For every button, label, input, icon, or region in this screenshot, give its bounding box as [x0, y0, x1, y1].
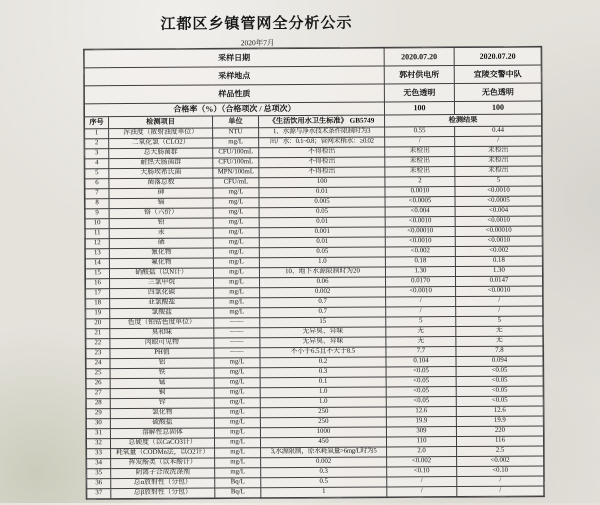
cell-result-1: <0.002	[387, 457, 457, 467]
cell-no: 32	[86, 439, 110, 449]
cell-result-1: 无	[386, 327, 456, 337]
cell-item: 锌	[110, 398, 214, 409]
info-label: 合格率（%）（合格项次 / 总项次）	[84, 102, 384, 117]
cell-result-1: /	[385, 137, 455, 147]
info-value: 无色透明	[454, 83, 541, 102]
cell-result-2: <0.004	[455, 206, 542, 217]
cell-unit: mg/L	[214, 438, 260, 448]
cell-item: 硫酸盐	[110, 418, 214, 429]
cell-item: 二氧化氯（CLO2）	[109, 138, 213, 149]
cell-result-2: 未检出	[455, 166, 542, 177]
cell-no: 5	[85, 169, 109, 179]
cell-item: 总大肠菌群	[109, 148, 213, 159]
cell-item: 亚氯酸盐	[110, 298, 214, 309]
cell-no: 36	[87, 479, 111, 489]
cell-standard: 无异臭、异味	[260, 337, 386, 348]
cell-standard: 0.01	[259, 217, 385, 228]
cell-item: 浑浊度（散射浊度单位）	[109, 128, 213, 139]
cell-item: 砷	[109, 188, 213, 199]
cell-no: 12	[85, 239, 109, 249]
info-value: 无色透明	[384, 84, 454, 102]
cell-standard: 0.05	[259, 207, 385, 218]
cell-unit: mg/L	[214, 298, 260, 308]
cell-unit: mg/L	[213, 138, 259, 148]
cell-unit: mg/L	[215, 458, 261, 468]
cell-unit: mg/L	[213, 238, 259, 248]
cell-unit: ——	[214, 318, 260, 328]
cell-standard: 0.005	[259, 197, 385, 208]
info-label: 样品性质	[84, 84, 384, 104]
cell-item: 耗氧量（CODMn法，以O2计）	[111, 448, 215, 459]
cell-result-2: /	[457, 486, 544, 497]
cell-no: 3	[85, 149, 109, 159]
cell-item: 硒	[109, 238, 213, 249]
cell-result-1: /	[387, 477, 457, 487]
cell-standard: 1.0	[260, 387, 386, 398]
cell-result-1: <0.05	[386, 387, 456, 397]
cell-result-2: <0.10	[457, 466, 544, 477]
cell-standard: 0.06	[260, 277, 386, 288]
table-row	[87, 486, 544, 499]
cell-no: 4	[85, 159, 109, 169]
cell-unit: mg/L	[213, 188, 259, 198]
cell-no: 27	[86, 389, 110, 399]
cell-item: 铬（六价）	[109, 208, 213, 219]
cell-result-2: <0.05	[456, 366, 543, 377]
cell-standard: 不得检出	[259, 147, 385, 158]
cell-standard: 0.7	[260, 307, 386, 318]
cell-item: 铅	[109, 218, 213, 229]
cell-result-1: /	[387, 487, 457, 497]
col-header-result: 检测结果	[385, 114, 542, 127]
cell-result-1: /	[386, 297, 456, 307]
cell-result-2: 0.0147	[456, 276, 543, 287]
cell-standard: 0.002	[261, 457, 387, 468]
cell-result-1: 未检出	[385, 157, 455, 167]
table-header-section	[84, 47, 541, 129]
cell-standard: 无异臭、异味	[260, 327, 386, 338]
cell-result-2: /	[456, 306, 543, 317]
cell-item: PH值	[110, 348, 214, 359]
cell-result-2: /	[457, 476, 544, 487]
cell-result-2: 5	[455, 176, 542, 187]
info-label: 采样地点	[84, 66, 384, 86]
cell-result-2: <0.05	[456, 386, 543, 397]
cell-result-2: <0.002	[455, 246, 542, 257]
cell-result-1: <0.0010	[386, 287, 456, 297]
cell-item: 色度（铂钴色度单位）	[110, 318, 214, 329]
cell-standard: 0.01	[259, 187, 385, 198]
cell-result-1: <0.0010	[385, 237, 455, 247]
cell-no: 13	[85, 249, 109, 259]
cell-result-1: 2.0	[387, 447, 457, 457]
cell-item: 铁	[110, 368, 214, 379]
cell-result-1: 110	[386, 437, 456, 447]
cell-result-2: 5	[456, 316, 543, 327]
cell-no: 25	[86, 369, 110, 379]
cell-no: 28	[86, 399, 110, 409]
cell-result-1: 7.7	[386, 347, 456, 357]
table-body	[85, 126, 544, 499]
info-label: 采样日期	[84, 48, 384, 68]
cell-result-1: <0.00010	[385, 227, 455, 237]
cell-unit: mg/L	[213, 258, 259, 268]
cell-item: 总β放射性（分包）	[111, 488, 215, 499]
cell-standard: 250	[260, 407, 386, 418]
cell-result-1: 0.55	[385, 127, 455, 137]
cell-standard: 1000	[260, 427, 386, 438]
cell-unit: mg/L	[213, 218, 259, 228]
page-subtitle: 2020年7月	[240, 38, 275, 48]
cell-item: 总硬度（以CaCO3计）	[110, 438, 214, 449]
cell-result-2: <0.0010	[455, 216, 542, 227]
cell-unit: Bq/L	[215, 488, 261, 498]
info-value: 2020.07.20	[384, 48, 454, 66]
cell-unit: mg/L	[213, 248, 259, 258]
cell-result-2: <0.0010	[455, 236, 542, 247]
cell-result-1: <0.05	[386, 397, 456, 407]
cell-unit: mg/L	[213, 198, 259, 208]
cell-item: 氟化物	[109, 258, 213, 269]
cell-result-2: 2.5	[457, 446, 544, 457]
cell-unit: mg/L	[214, 358, 260, 368]
cell-result-1: 19.9	[386, 417, 456, 427]
cell-result-1: 309	[386, 427, 456, 437]
col-header-no: 序号	[85, 117, 109, 129]
cell-item: 臭和味	[110, 328, 214, 339]
cell-result-2: 未检出	[455, 146, 542, 157]
cell-standard: 0.05	[259, 247, 385, 258]
cell-standard: 不小于6.5且不大于8.5	[260, 347, 386, 358]
cell-unit: ——	[214, 328, 260, 338]
cell-result-1: 0.0170	[386, 277, 456, 287]
cell-item: 肉眼可见物	[110, 338, 214, 349]
cell-result-1: <0.0005	[385, 197, 455, 207]
cell-unit: CFU/100mL	[213, 148, 259, 158]
cell-result-2: 12.6	[456, 406, 543, 417]
cell-no: 18	[86, 299, 110, 309]
cell-unit: CFU/mL	[213, 178, 259, 188]
cell-unit: mg/L	[214, 408, 260, 418]
cell-item: 总α放射性（分包）	[111, 478, 215, 489]
cell-result-2: /	[456, 296, 543, 307]
cell-result-2: <0.002	[457, 456, 544, 467]
info-value: 宜陵交警中队	[454, 65, 541, 84]
water-analysis-table	[84, 47, 545, 500]
cell-no: 8	[85, 199, 109, 209]
cell-result-1: <0.05	[386, 377, 456, 387]
cell-result-1: 2	[385, 177, 455, 187]
cell-result-2: <0.0010	[455, 186, 542, 197]
cell-standard: 100	[259, 177, 385, 188]
cell-no: 20	[86, 319, 110, 329]
cell-unit: mg/L	[214, 398, 260, 408]
cell-result-1: 未检出	[385, 147, 455, 157]
info-value: 郭村供电所	[384, 66, 454, 84]
info-value: 2020.07.20	[454, 47, 541, 66]
cell-result-2: <0.05	[456, 396, 543, 407]
cell-unit: mg/L	[214, 368, 260, 378]
cell-result-1: <0.002	[385, 247, 455, 257]
cell-result-2: 0.094	[456, 356, 543, 367]
cell-unit: NTU	[213, 128, 259, 138]
cell-item: 氯酸盐	[110, 308, 214, 319]
cell-standard: 出厂水：0.1~0.8；管网末梢水：≥0.02	[259, 137, 385, 148]
col-header-standard: 《生活饮用水卫生标准》 GB5749	[259, 115, 385, 128]
cell-result-1: 0.104	[386, 357, 456, 367]
info-value: 100	[384, 102, 454, 115]
cell-result-2: 无	[456, 336, 543, 347]
cell-result-2: 0.44	[455, 126, 542, 137]
cell-item: 铝	[110, 358, 214, 369]
cell-no: 31	[86, 429, 110, 439]
cell-unit: Bq/L	[215, 478, 261, 488]
cell-result-2: 0.18	[455, 256, 542, 267]
cell-unit: mg/L	[214, 288, 260, 298]
cell-no: 30	[86, 419, 110, 429]
cell-standard: 0.01	[259, 237, 385, 248]
cell-item: 氰化物	[109, 248, 213, 259]
cell-item: 三氯甲烷	[110, 278, 214, 289]
cell-no: 23	[86, 349, 110, 359]
cell-result-1: 12.6	[386, 407, 456, 417]
cell-standard: 1	[261, 487, 387, 498]
info-value: 100	[454, 101, 541, 115]
cell-no: 24	[86, 359, 110, 369]
cell-unit: mg/L	[213, 268, 259, 278]
cell-standard: 1.0	[259, 257, 385, 268]
col-header-unit: 单位	[213, 116, 259, 128]
cell-result-1: 无	[386, 337, 456, 347]
cell-result-2: <0.05	[456, 376, 543, 387]
cell-standard: 3,水源限制，原水耗氧量>6mg/L时为5	[261, 447, 387, 458]
cell-result-1: 0.0010	[385, 187, 455, 197]
cell-standard: 0.7	[260, 297, 386, 308]
cell-item: 菌落总数	[109, 178, 213, 189]
cell-item: 四氯化碳	[110, 288, 214, 299]
cell-item: 锰	[110, 378, 214, 389]
cell-unit: mg/L	[213, 208, 259, 218]
cell-item: 挥发酚类（以苯酚计）	[111, 458, 215, 469]
cell-standard: 0.1	[260, 377, 386, 388]
cell-unit: mg/L	[215, 448, 261, 458]
cell-item: 铜	[110, 388, 214, 399]
cell-standard: 不得检出	[259, 157, 385, 168]
cell-standard: 10、地下水源限制时为20	[259, 267, 385, 278]
cell-item: 大肠埃希氏菌	[109, 168, 213, 179]
cell-standard: 0.5	[261, 477, 387, 488]
cell-item: 溶解性总固体	[110, 428, 214, 439]
cell-unit: ——	[214, 338, 260, 348]
cell-item: 汞	[109, 228, 213, 239]
cell-no: 16	[86, 279, 110, 289]
cell-no: 9	[85, 209, 109, 219]
cell-no: 22	[86, 339, 110, 349]
cell-unit: mg/L	[214, 378, 260, 388]
cell-standard: 1.0	[260, 397, 386, 408]
cell-result-1: <0.05	[386, 367, 456, 377]
cell-no: 7	[85, 189, 109, 199]
cell-result-2: 19.9	[456, 416, 543, 427]
cell-unit: mg/L	[215, 468, 261, 478]
cell-no: 1	[85, 129, 109, 139]
cell-standard: 15	[260, 317, 386, 328]
cell-unit: mg/L	[214, 428, 260, 438]
cell-standard: 1、水源与净水技术条件限制时为3	[259, 127, 385, 138]
cell-result-1: 5	[386, 317, 456, 327]
cell-result-1: <0.0010	[385, 217, 455, 227]
cell-result-2: <0.00010	[455, 226, 542, 237]
cell-no: 33	[87, 449, 111, 459]
cell-result-2: 1.30	[455, 266, 542, 277]
cell-no: 6	[85, 179, 109, 189]
cell-unit: mg/L	[214, 278, 260, 288]
cell-no: 26	[86, 379, 110, 389]
cell-standard: 250	[260, 417, 386, 428]
cell-no: 14	[85, 259, 109, 269]
cell-no: 29	[86, 409, 110, 419]
cell-result-2: 7.8	[456, 346, 543, 357]
cell-no: 17	[86, 289, 110, 299]
cell-unit: mg/L	[214, 308, 260, 318]
cell-no: 37	[87, 489, 111, 499]
cell-unit: CFU/100mL	[213, 158, 259, 168]
cell-no: 21	[86, 329, 110, 339]
cell-result-1: 未检出	[385, 167, 455, 177]
cell-no: 34	[87, 459, 111, 469]
cell-standard: 0.002	[260, 287, 386, 298]
cell-unit: mg/L	[214, 418, 260, 428]
cell-standard: 0.3	[261, 467, 387, 478]
cell-result-1: /	[386, 307, 456, 317]
cell-no: 10	[85, 219, 109, 229]
cell-standard: 不得检出	[259, 167, 385, 178]
cell-item: 硝酸盐（以N计）	[109, 268, 213, 279]
cell-result-1: <0.004	[385, 207, 455, 217]
cell-unit: mg/L	[214, 388, 260, 398]
cell-result-1: <0.10	[387, 467, 457, 477]
cell-item: 氯化物	[110, 408, 214, 419]
cell-result-2: 116	[456, 436, 543, 447]
col-header-item: 检测项目	[109, 116, 213, 129]
cell-result-1: 0.18	[385, 257, 455, 267]
cell-standard: 0.2	[260, 357, 386, 368]
cell-item: 阴离子合成洗涤剂	[111, 468, 215, 479]
page-title: 江都区乡镇管网全分析公示	[160, 15, 353, 33]
cell-no: 11	[85, 229, 109, 239]
cell-no: 2	[85, 139, 109, 149]
cell-no: 15	[85, 269, 109, 279]
cell-standard: 0.3	[260, 367, 386, 378]
cell-no: 19	[86, 309, 110, 319]
cell-no: 35	[87, 469, 111, 479]
cell-standard: 450	[260, 437, 386, 448]
cell-unit: MPN/100mL	[213, 168, 259, 178]
cell-item: 镉	[109, 198, 213, 209]
cell-result-1: 1.30	[385, 267, 455, 277]
cell-result-2: /	[455, 136, 542, 147]
cell-standard: 0.001	[259, 227, 385, 238]
cell-result-2: <0.0010	[456, 286, 543, 297]
cell-item: 耐热大肠菌群	[109, 158, 213, 169]
cell-result-2: 未检出	[455, 156, 542, 167]
cell-result-2: 无	[456, 326, 543, 337]
cell-result-2: 220	[456, 426, 543, 437]
cell-result-2: <0.0005	[455, 196, 542, 207]
cell-unit: mg/L	[213, 228, 259, 238]
cell-unit: ——	[214, 348, 260, 358]
